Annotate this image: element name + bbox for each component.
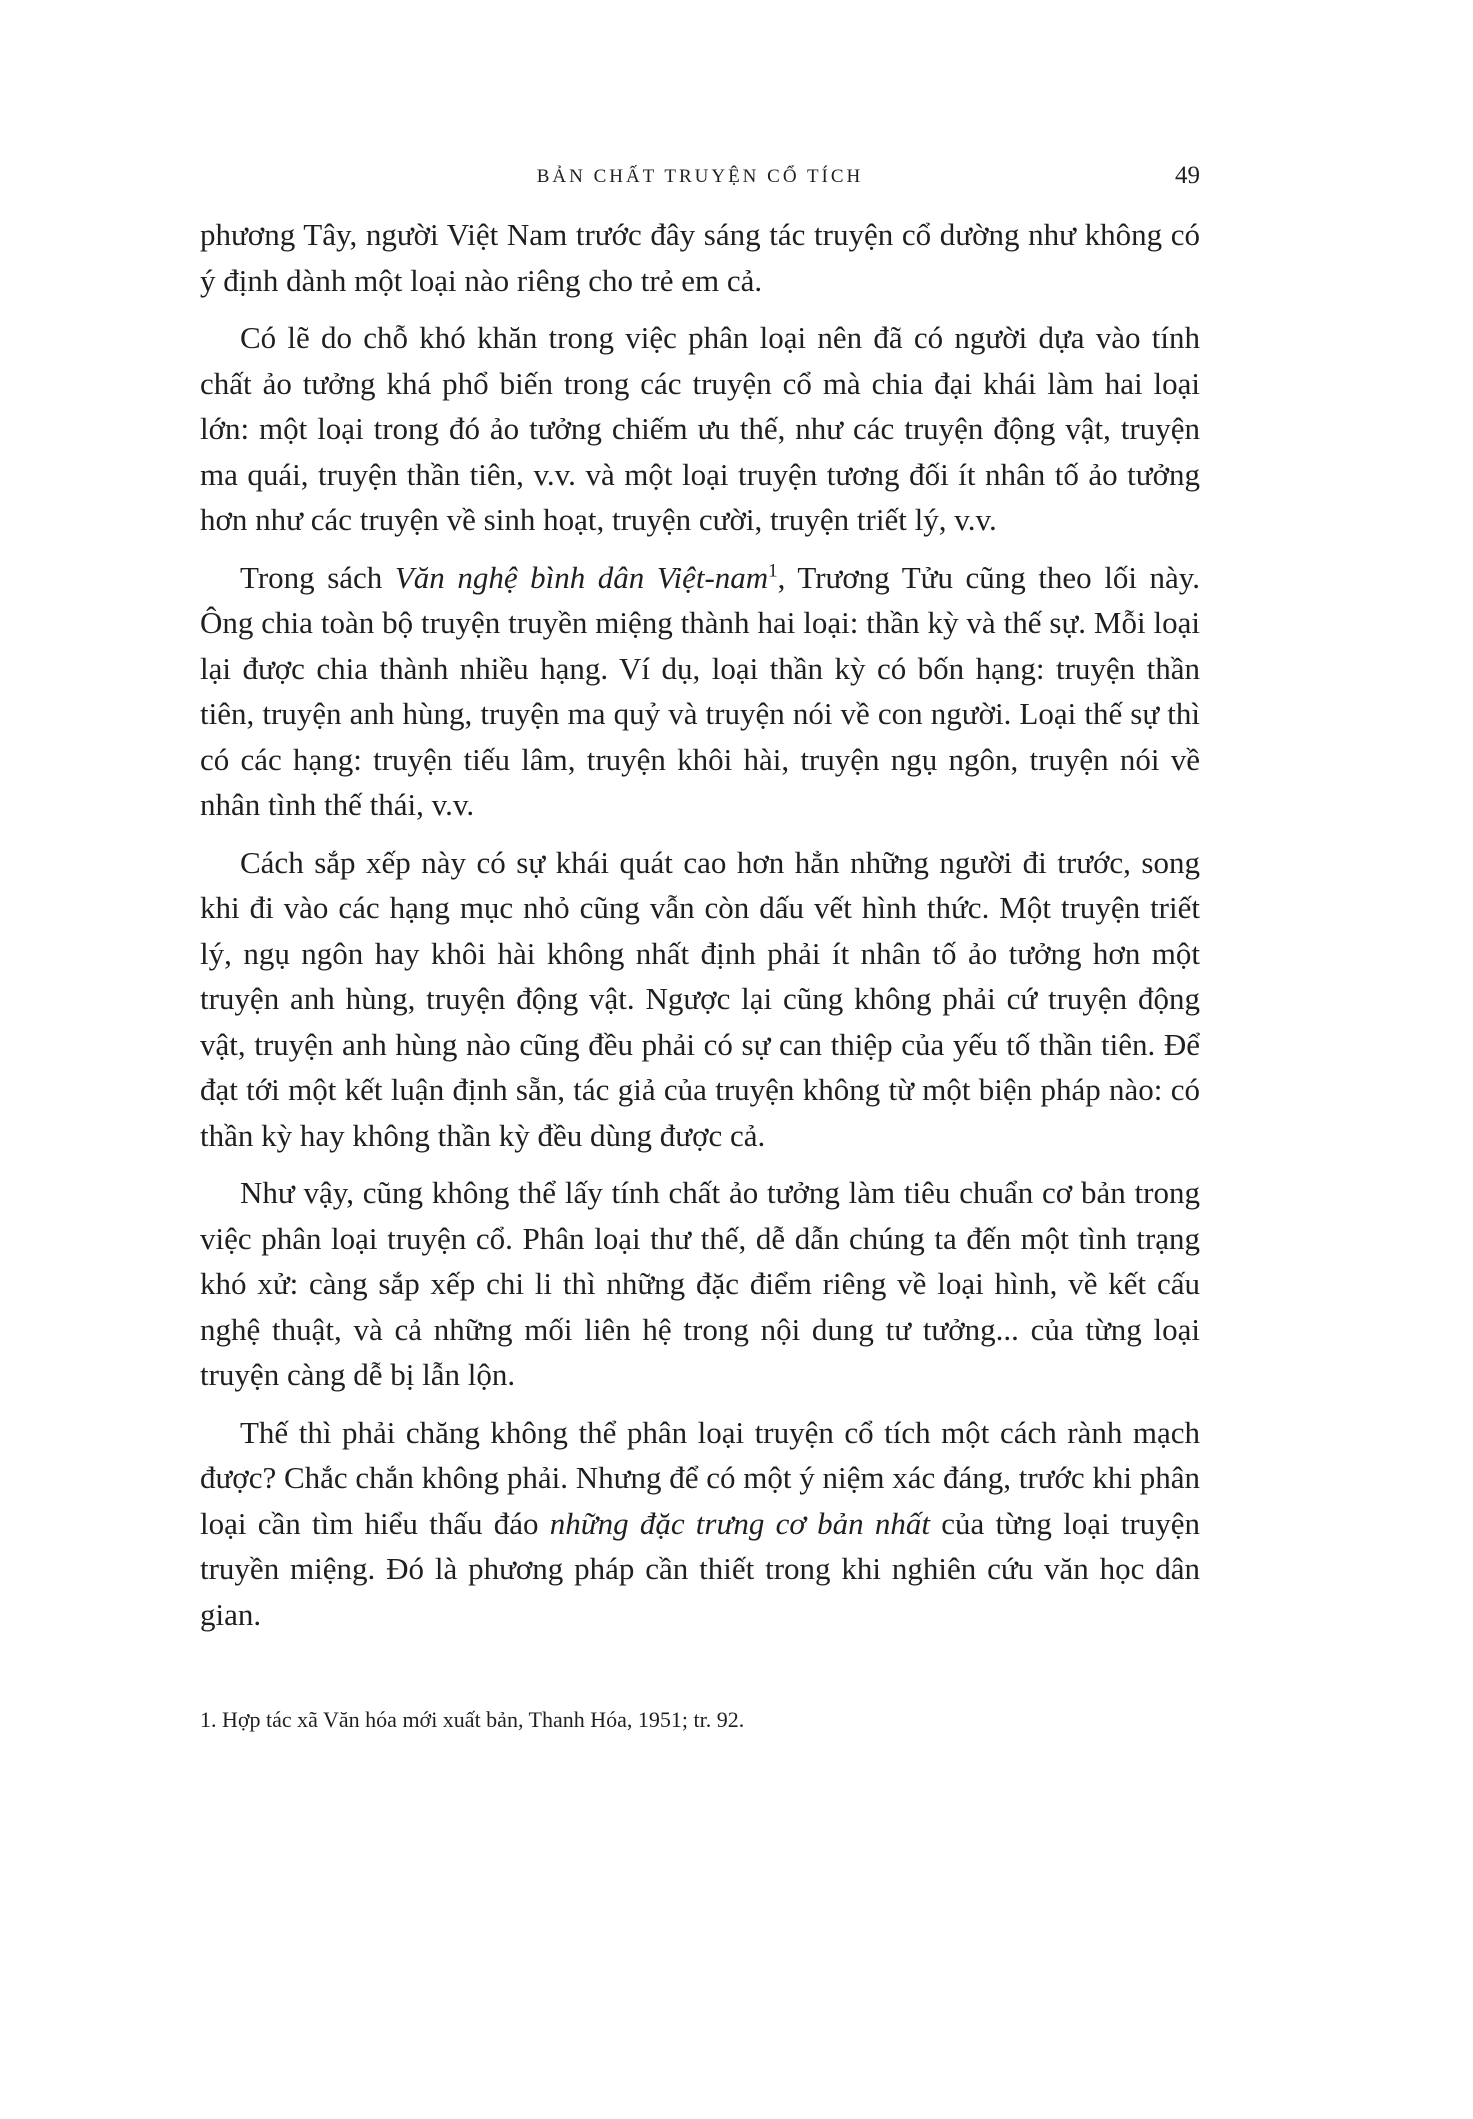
page-number: 49 [1175,162,1200,189]
paragraph-4: Cách sắp xếp này có sự khái quát cao hơn hẳn những người đi trước, song khi đi vào các hạng mục nhỏ cũng vẫn còn dấu vết hình thức. Một truyện triết lý, ngụ ngôn hay khôi hài không nhất định phải ít nhân tố ảo tưởng hơn một truyện anh hùng, truyện động vật. Ngược lại cũng không phải cứ truyện động vật, truyện anh hùng nào cũng đều phải có sự can thiệp của yếu tố thần tiên. Để đạt tới một kết luận định sẵn, tác giả của truyện không từ một biện pháp nào: có thần kỳ hay không thần kỳ đều dùng được cả. [200,844,1200,1153]
paragraph-5: Như vậy, cũng không thể lấy tính chất ảo tưởng làm tiêu chuẩn cơ bản trong việc phân loại truyện cổ. Phân loại thư thế, dễ dẫn chúng ta đến một tình trạng khó xử: càng sắp xếp chi li thì những đặc điểm riêng về loại hình, về kết cấu nghệ thuật, và cả những mối liên hệ trong nội dung tư tưởng... của từng loại truyện càng dễ bị lẫn lộn. [200,1175,1200,1392]
paragraph-2: Có lẽ do chỗ khó khăn trong việc phân loại nên đã có người dựa vào tính chất ảo tưởng khá phổ biến trong các truyện cổ mà chia đại khái làm hai loại lớn: một loại trong đó ảo tưởng chiếm ưu thế, như các truyện động vật, truyện ma quái, truyện thần tiên, v.v. và một loại truyện tương đối ít nhân tố ảo tưởng hơn như các truyện về sinh hoạt, truyện cười, truyện triết lý, v.v. [200,320,1200,537]
running-title: BẢN CHẤT TRUYỆN CỔ TÍCH [536,166,864,187]
footnote-1: 1. Hợp tác xã Văn hóa mới xuất bản, Thanh Hóa, 1951; tr. 92. [200,1707,745,1732]
book-title: Văn nghệ bình dân Việt-nam [394,559,769,595]
emphasis-text: những đặc trưng cơ bản nhất [549,1505,930,1541]
paragraph-3-text-after: , Trương Tửu cũng theo lối này. Ông chia toàn bộ truyện truyền miệng thành hai loại: thần kỳ và thế sự. Mỗi loại lại được chia thành nhiều hạng. Ví dụ, loại thần kỳ có bốn hạng: truyện thần tiên, truyện anh hùng, truyện ma quỷ và truyện nói về con người. Loại thế sự thì có các hạng: truyện tiếu lâm, truyện khôi hài, truyện ngụ ngôn, truyện nói về nhân tình thế thái, v.v. [200,559,1200,822]
running-head [200,160,1200,200]
paragraph-6-text-after: của từng loại truyện truyền miệng. Đó là phương pháp cần thiết trong khi nghiên cứu văn học dân gian. [200,1505,1200,1632]
paragraph-6 [200,1410,1200,1638]
paragraph-3-text-before: Trong sách [240,559,395,595]
paragraph-1: phương Tây, người Việt Nam trước đây sáng tác truyện cổ dường như không có ý định dành một loại nào riêng cho trẻ em cả. [200,217,1200,298]
body-text [200,212,1200,1637]
paragraph-3 [200,555,1200,828]
book-page [200,160,1200,1735]
paragraph-6-text-before: Thế thì phải chăng không thể phân loại truyện cổ tích một cách rành mạch được? Chắc chắn không phải. Nhưng để có một ý niệm xác đáng, trước khi phân loại cần tìm hiểu thấu đáo [200,1414,1201,1541]
footnotes [200,1705,1200,1735]
footnote-ref: 1 [768,560,778,582]
